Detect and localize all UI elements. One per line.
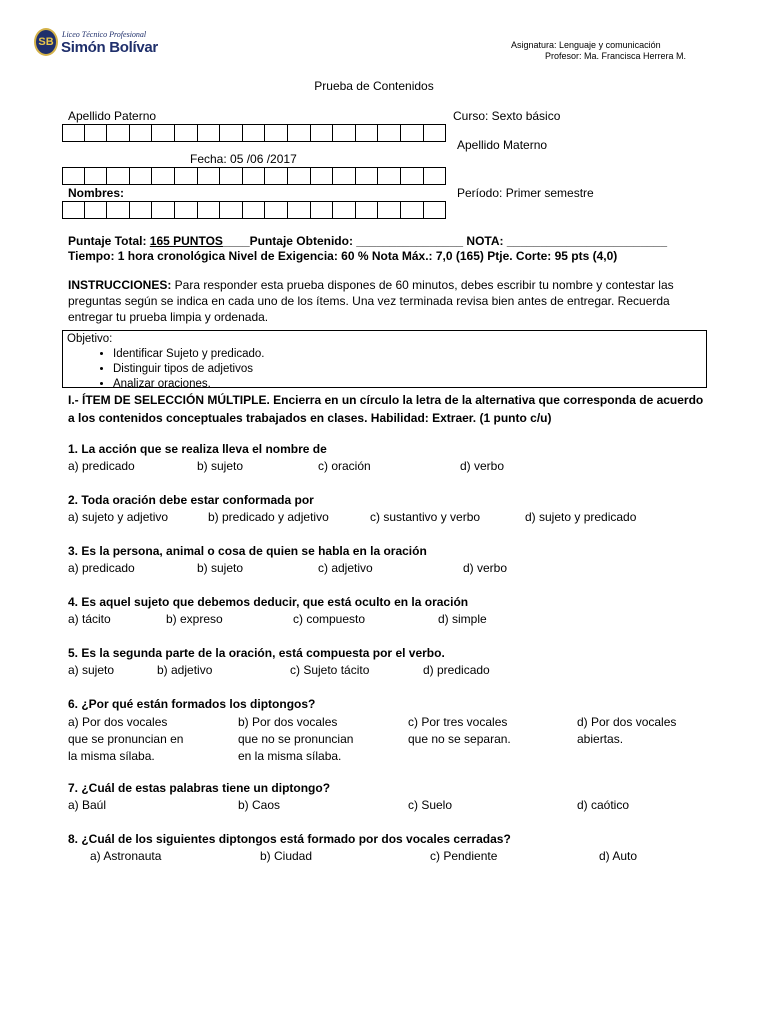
question-2-option-b[interactable]: b) predicado y adjetivo [208, 510, 329, 524]
apellido-paterno-boxes[interactable] [62, 124, 446, 142]
objective-item: • Analizar oraciones. [113, 377, 702, 392]
question-3-option-a[interactable]: a) predicado [68, 561, 135, 575]
section-text: Encierra en un círculo la letra de la alternativa que corresponda de acuerdo a los contenidos conceptuales trabajados en clases. Habilidad: Extraer. [68, 393, 704, 425]
question-6-option-b[interactable]: b) Por dos vocales que no se pronuncian en la misma sílaba. [238, 715, 354, 763]
question-8-option-a[interactable]: a) Astronauta [90, 849, 162, 863]
nombres-label: Nombres: [68, 186, 125, 200]
question-1-option-d[interactable]: d) verbo [460, 459, 505, 473]
question-7-option-c[interactable]: c) Suelo [408, 798, 453, 812]
question-8: 8. ¿Cuál de los siguientes diptongos está formado por dos vocales cerradas? [68, 832, 511, 846]
objective-box [62, 330, 707, 388]
question-5: 5. Es la segunda parte de la oración, está compuesta por el verbo. [68, 646, 445, 660]
question-2-option-a[interactable]: a) sujeto y adjetivo [68, 510, 169, 524]
objective-item: • Identificar Sujeto y predicado. [113, 347, 702, 362]
question-5-option-b[interactable]: b) adjetivo [157, 663, 213, 677]
puntaje-total-value: 165 PUNTOS [149, 234, 223, 248]
question-5-option-d[interactable]: d) predicado [423, 663, 490, 677]
question-3-option-b[interactable]: b) sujeto [197, 561, 244, 575]
school-type: Liceo Técnico Profesional [62, 30, 147, 39]
question-7-option-a[interactable]: a) Baúl [68, 798, 107, 812]
question-1-option-a[interactable]: a) predicado [68, 459, 135, 473]
teacher-line: Profesor: Ma. Francisca Herrera M. [545, 51, 687, 61]
question-1-option-c[interactable]: c) oración [318, 459, 371, 473]
instructions [68, 277, 708, 325]
question-6-option-d[interactable]: d) Por dos vocales abiertas. [577, 715, 677, 746]
question-5-option-a[interactable]: a) sujeto [68, 663, 115, 677]
question-8-option-d[interactable]: d) Auto [599, 849, 638, 863]
school-logo [34, 28, 158, 58]
question-4: 4. Es aquel sujeto que debemos deducir, que está oculto en la oración [68, 595, 469, 609]
section-points: (1 punto c/u) [479, 411, 552, 425]
fecha-label: Fecha: 05 /06 /2017 [190, 152, 297, 166]
objective-label: Objetivo: [67, 333, 113, 345]
school-crest-icon: SB [34, 28, 58, 56]
question-1: 1. La acción que se realiza lleva el nombre de [68, 442, 327, 456]
question-2-option-c[interactable]: c) sustantivo y verbo [370, 510, 481, 524]
question-3-option-c[interactable]: c) adjetivo [318, 561, 373, 575]
scoring-line-1 [68, 234, 667, 248]
question-7-option-b[interactable]: b) Caos [238, 798, 281, 812]
section-label: I.- ÍTEM DE SELECCIÓN MÚLTIPLE. [68, 393, 270, 407]
page-title: Prueba de Contenidos [314, 79, 434, 93]
curso-label: Curso: Sexto básico [453, 109, 561, 123]
question-4-option-a[interactable]: a) tácito [68, 612, 111, 626]
objective-list [67, 347, 702, 392]
apellido-paterno-label: Apellido Paterno [68, 109, 157, 123]
question-8-option-b[interactable]: b) Ciudad [260, 849, 313, 863]
periodo-label: Período: Primer semestre [457, 186, 594, 200]
question-3-option-d[interactable]: d) verbo [463, 561, 508, 575]
puntaje-total-label: Puntaje Total: [68, 234, 150, 248]
question-5-option-c[interactable]: c) Sujeto tácito [290, 663, 370, 677]
question-2-option-d[interactable]: d) sujeto y predicado [525, 510, 637, 524]
instructions-text: Para responder esta prueba dispones de 60 minutos, debes escribir tu nombre y contestar las preguntas según se indica en cada uno de los ítems. Una vez terminada revisa bien antes de entregar. Recuerda entregar tu prueba limpia y ordenada. [68, 278, 674, 324]
apellido-materno-label: Apellido Materno [457, 138, 548, 152]
question-6-option-a[interactable]: a) Por dos vocales que se pronuncian en la misma sílaba. [68, 715, 184, 763]
school-name: Simón Bolívar [61, 39, 158, 56]
section-intro [68, 391, 708, 427]
question-4-option-d[interactable]: d) simple [438, 612, 487, 626]
instructions-label: INSTRUCCIONES: [68, 278, 172, 292]
question-3: 3. Es la persona, animal o cosa de quien se habla en la oración [68, 544, 427, 558]
apellido-materno-boxes[interactable] [62, 167, 446, 185]
question-8-option-c[interactable]: c) Pendiente [430, 849, 498, 863]
question-7-option-d[interactable]: d) caótico [577, 798, 630, 812]
nombres-boxes[interactable] [62, 201, 446, 219]
question-7: 7. ¿Cuál de estas palabras tiene un diptongo? [68, 781, 331, 795]
question-2: 2. Toda oración debe estar conformada por [68, 493, 314, 507]
question-1-option-b[interactable]: b) sujeto [197, 459, 244, 473]
question-6: 6. ¿Por qué están formados los diptongos? [68, 697, 316, 711]
puntaje-obtenido: ____Puntaje Obtenido: ________________ NOTA: ________________________ [222, 234, 668, 248]
question-4-option-c[interactable]: c) compuesto [293, 612, 366, 626]
question-6-option-c[interactable]: c) Por tres vocales que no se separan. [408, 715, 511, 746]
subject-line: Asignatura: Lenguaje y comunicación [511, 40, 661, 50]
question-4-option-b[interactable]: b) expreso [166, 612, 223, 626]
objective-item: • Distinguir tipos de adjetivos [113, 362, 702, 377]
scoring-line-2: Tiempo: 1 hora cronológica Nivel de Exigencia: 60 % Nota Máx.: 7,0 (165) Ptje. Corte: 95 pts (4,0) [68, 249, 618, 263]
